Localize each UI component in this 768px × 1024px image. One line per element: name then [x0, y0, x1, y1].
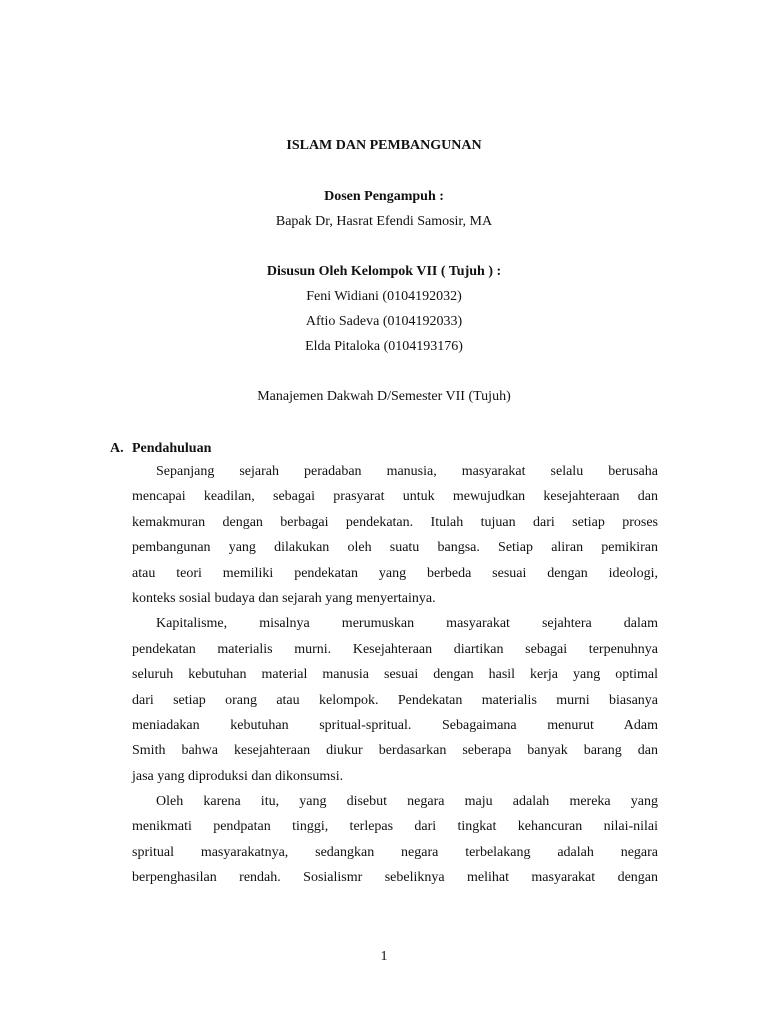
group-member: Elda Pitaloka (0104193176) — [305, 339, 463, 354]
program-info: Manajemen Dakwah D/Semester VII (Tujuh) — [257, 389, 511, 404]
body-line: Kapitalisme, misalnya merumuskan masyarakat sejahtera dalam — [156, 616, 658, 632]
body-line: pembangunan yang dilakukan oleh suatu bangsa. Setiap aliran pemikiran — [132, 540, 658, 556]
body-line: konteks sosial budaya dan sejarah yang menyertainya. — [132, 590, 436, 606]
body-line: mencapai keadilan, sebagai prasyarat untuk mewujudkan kesejahteraan dan — [132, 489, 658, 505]
body-line: kemakmuran dengan berbagai pendekatan. Itulah tujuan dari setiap proses — [132, 514, 658, 530]
body-line: spritual masyarakatnya, sedangkan negara terbelakang adalah negara — [132, 844, 658, 860]
group-label: Disusun Oleh Kelompok VII ( Tujuh ) : — [266, 264, 502, 279]
body-line: berpenghasilan rendah. Sosialismr sebeliknya melihat masyarakat dengan — [132, 870, 658, 886]
body-text — [132, 459, 658, 891]
lecturer-name: Bapak Dr, Hasrat Efendi Samosir, MA — [275, 214, 493, 229]
section-letter: A. — [110, 441, 124, 456]
body-line: Sepanjang sejarah peradaban manusia, masyarakat selalu berusaha — [156, 464, 658, 479]
body-line: jasa yang diproduksi dan dikonsumsi. — [132, 768, 344, 784]
body-line: seluruh kebutuhan material manusia sesuai dengan hasil kerja yang optimal — [132, 667, 658, 683]
body-line: atau teori memiliki pendekatan yang berbeda sesuai dengan ideologi, — [132, 565, 658, 581]
body-line: meniadakan kebutuhan spritual-spritual. Sebagaimana menurut Adam — [132, 717, 658, 733]
body-line: Smith bahwa kesejahteraan diukur berdasarkan seberapa banyak barang dan — [132, 743, 658, 759]
body-line: pendekatan materialis murni. Kesejahteraan diartikan sebagai terpenuhnya — [132, 641, 658, 657]
group-member: Feni Widiani (0104192032) — [306, 289, 462, 304]
document-title: ISLAM DAN PEMBANGUNAN — [286, 138, 482, 153]
body-line: dari setiap orang atau kelompok. Pendekatan materialis murni biasanya — [132, 692, 658, 708]
lecturer-label: Dosen Pengampuh : — [324, 189, 444, 204]
group-member: Aftio Sadeva (0104192033) — [305, 314, 463, 329]
body-line: Oleh karena itu, yang disebut negara maju adalah mereka yang — [156, 794, 658, 810]
section-heading — [110, 440, 211, 458]
page-number: 1 — [380, 949, 388, 964]
body-line: menikmati pendpatan tinggi, terlepas dari tingkat kehancuran nilai-nilai — [132, 819, 658, 835]
section-title: Pendahuluan — [132, 441, 212, 456]
